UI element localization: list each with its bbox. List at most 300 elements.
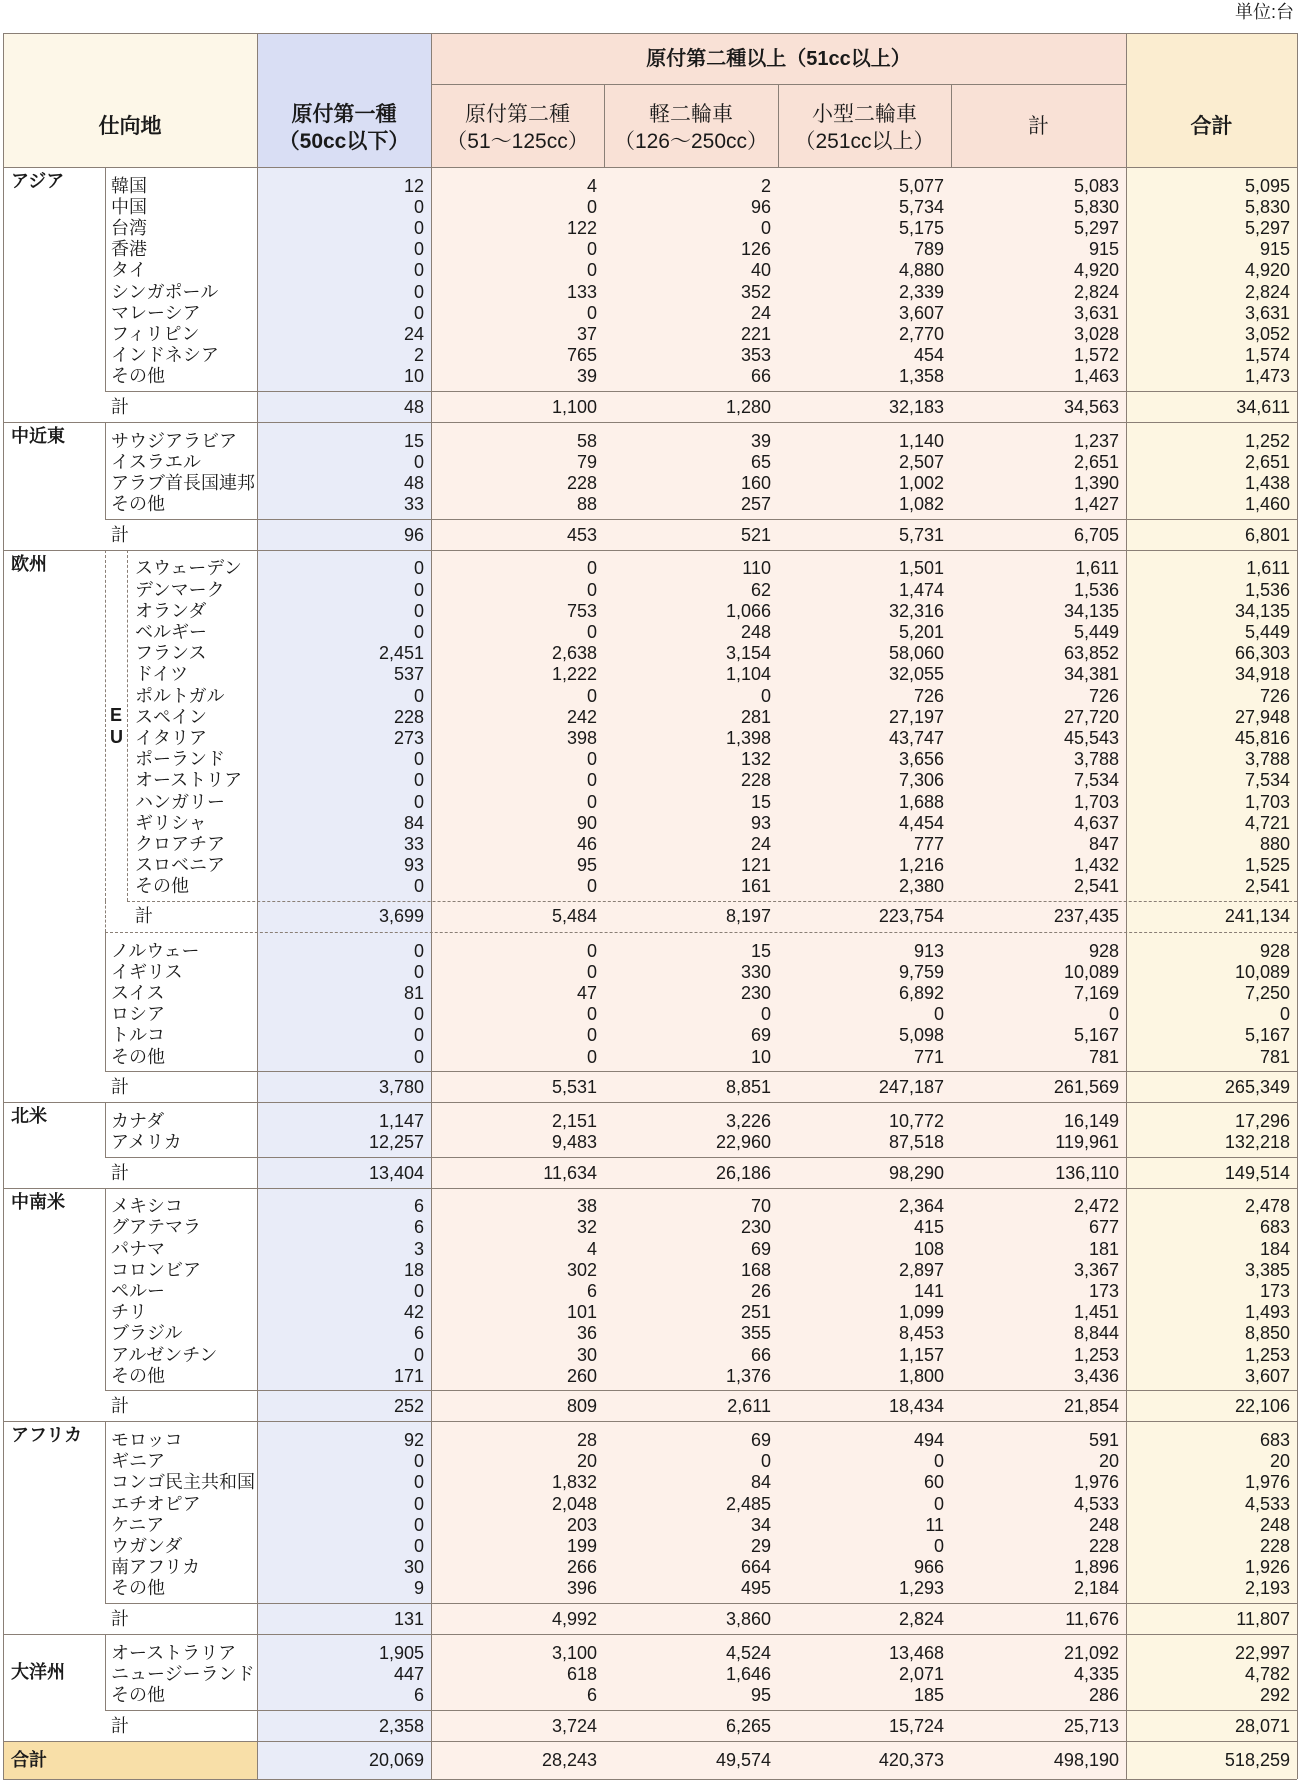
value-cell: 27,948 [1234, 706, 1290, 727]
value-cell: 0 [413, 558, 424, 579]
region-label: アフリカ [11, 1425, 83, 1446]
value-cell: 1,493 [1244, 1302, 1290, 1323]
country-name: アルゼンチン [111, 1344, 218, 1365]
value-cell: 110 [742, 558, 771, 579]
country-name: その他 [111, 494, 165, 515]
value-cell: 1,832 [551, 1472, 597, 1493]
value-cell: 0 [413, 1514, 424, 1535]
subtotal-divider [105, 519, 1297, 520]
value-cell: 6 [586, 1281, 597, 1301]
value-cell: 87,518 [888, 1132, 944, 1152]
country-name: ギリシャ [135, 812, 207, 833]
value-cell: 0 [760, 218, 771, 238]
subtotal-cell: 11,634 [543, 1162, 597, 1183]
value-cell: 1,398 [725, 728, 771, 748]
value-cell: 0 [413, 1536, 424, 1556]
value-cell: 16,149 [1063, 1110, 1119, 1131]
value-cell: 42 [403, 1302, 424, 1323]
value-cell: 0 [586, 260, 597, 281]
country-name: 中国 [111, 196, 147, 217]
value-cell: 133 [566, 281, 597, 302]
value-cell: 0 [586, 196, 597, 217]
value-cell: 1,157 [898, 1344, 944, 1365]
subtotal-cell: 3,780 [378, 1077, 424, 1098]
country-name: その他 [111, 1365, 165, 1386]
value-cell: 0 [586, 749, 597, 770]
country-name: ニュージーランド [111, 1663, 255, 1684]
subtotal-cell: 5,731 [898, 524, 944, 545]
country-col-divider [105, 1102, 106, 1156]
value-cell: 0 [413, 770, 424, 791]
header-destination-bg [3, 33, 257, 167]
table-bottom-border [3, 1779, 1297, 1780]
header-destination: 仕向地 [98, 115, 162, 138]
subtotal-cell: 1,100 [551, 397, 597, 417]
subtotal-divider [105, 1071, 1297, 1072]
col-divider [1126, 33, 1127, 1779]
value-cell: 0 [413, 1451, 424, 1472]
country-name: オランダ [135, 600, 207, 621]
value-cell: 7,306 [898, 770, 944, 791]
subtotal-cell: 261,569 [1053, 1077, 1119, 1098]
value-cell: 39 [576, 366, 597, 387]
value-cell: 753 [566, 600, 597, 621]
value-cell: 2 [413, 345, 424, 366]
value-cell: 4,637 [1073, 812, 1119, 833]
value-cell: 726 [913, 685, 944, 706]
region-label: 欧州 [11, 553, 47, 574]
subtotal-divider [105, 1710, 1297, 1711]
subtotal-cell: 2,611 [727, 1396, 771, 1417]
value-cell: 928 [1259, 940, 1290, 961]
value-cell: 95 [576, 855, 597, 876]
subtotal-cell: 5,531 [551, 1077, 597, 1098]
value-cell: 1,474 [898, 579, 944, 600]
value-cell: 1,646 [725, 1663, 771, 1684]
eu-label: E [110, 705, 123, 726]
country-name: イスラエル [111, 451, 201, 472]
value-cell: 66,303 [1234, 643, 1290, 664]
value-cell: 29 [750, 1536, 771, 1556]
value-cell: 228 [1259, 1536, 1290, 1556]
value-cell: 37 [576, 324, 597, 344]
table-right-border [1297, 33, 1298, 1779]
value-cell: 0 [760, 1004, 771, 1025]
country-name: ハンガリー [135, 791, 225, 812]
value-cell: 0 [413, 1493, 424, 1514]
value-cell: 69 [750, 1238, 771, 1259]
value-cell: 781 [1259, 1046, 1290, 1067]
value-cell: 9 [413, 1578, 424, 1599]
value-cell: 96 [750, 196, 771, 217]
col-divider [431, 33, 432, 1779]
subtotal-cell: 149,514 [1224, 1162, 1290, 1183]
value-cell: 3,028 [1073, 324, 1119, 344]
eu-bracket [105, 550, 106, 901]
country-col-divider [105, 422, 106, 519]
value-cell: 161 [740, 876, 771, 897]
value-cell: 121 [740, 855, 771, 876]
country-col-divider [105, 1421, 106, 1603]
value-cell: 618 [566, 1663, 597, 1684]
value-cell: 0 [413, 1281, 424, 1301]
value-cell: 2,651 [1073, 451, 1119, 472]
value-cell: 5,297 [1244, 218, 1290, 238]
value-cell: 4,920 [1073, 260, 1119, 281]
value-cell: 1,800 [898, 1365, 944, 1386]
value-cell: 90 [576, 812, 597, 833]
value-cell: 2,048 [551, 1493, 597, 1514]
value-cell: 5,083 [1073, 175, 1119, 196]
value-cell: 228 [1088, 1536, 1119, 1556]
value-cell: 1,216 [898, 855, 944, 876]
value-cell: 2,638 [551, 643, 597, 664]
value-cell: 5,095 [1244, 175, 1290, 196]
table-top-border [3, 33, 1297, 34]
header-col1-line2: （50cc以下） [278, 130, 410, 153]
subtotal-cell: 13,404 [368, 1162, 424, 1183]
value-cell: 1,147 [378, 1110, 424, 1131]
country-name: エチオピア [111, 1493, 201, 1514]
grand-total-cell: 420,373 [878, 1749, 944, 1770]
value-cell: 126 [740, 239, 771, 260]
eu-subtotal-cell: 223,754 [878, 906, 944, 926]
value-cell: 683 [1259, 1217, 1290, 1238]
value-cell: 0 [413, 622, 424, 642]
country-name: マレーシア [111, 302, 201, 323]
eu-subtotal-divider [105, 932, 1297, 933]
value-cell: 88 [576, 494, 597, 515]
value-cell: 0 [413, 239, 424, 260]
header-bottom-border [3, 167, 1297, 168]
value-cell: 24 [750, 834, 771, 854]
value-cell: 0 [413, 749, 424, 770]
value-cell: 6 [413, 1323, 424, 1344]
value-cell: 495 [740, 1578, 771, 1599]
value-cell: 1,896 [1073, 1557, 1119, 1578]
value-cell: 45,543 [1063, 728, 1119, 748]
value-cell: 47 [576, 983, 597, 1003]
value-cell: 20 [576, 1451, 597, 1472]
country-col-divider [105, 167, 106, 391]
value-cell: 3,607 [1244, 1365, 1290, 1386]
subtotal-cell: 6,705 [1073, 524, 1119, 545]
value-cell: 34,918 [1234, 664, 1290, 685]
subtotal-label: 計 [111, 524, 129, 545]
value-cell: 1,501 [898, 558, 944, 579]
value-cell: 185 [913, 1685, 944, 1705]
value-cell: 5,449 [1244, 622, 1290, 642]
value-cell: 1,438 [1244, 473, 1290, 493]
country-name: フランス [135, 643, 207, 664]
value-cell: 6,892 [898, 983, 944, 1003]
country-name: ポーランド [135, 749, 225, 770]
value-cell: 5,077 [898, 175, 944, 196]
value-cell: 494 [913, 1430, 944, 1450]
value-cell: 0 [413, 451, 424, 472]
value-cell: 0 [586, 1046, 597, 1067]
col-divider [257, 33, 258, 1779]
value-cell: 20 [1269, 1451, 1290, 1472]
value-cell: 32,055 [888, 664, 944, 685]
value-cell: 7,534 [1073, 770, 1119, 791]
country-name: パナマ [111, 1238, 165, 1259]
country-name: クロアチア [135, 834, 225, 854]
subtotal-cell: 3,860 [725, 1609, 771, 1629]
header-col6: 合計 [1190, 115, 1233, 138]
country-name: イタリア [135, 728, 207, 748]
value-cell: 108 [913, 1238, 944, 1259]
country-name: ドイツ [135, 664, 189, 685]
subtotal-cell: 131 [393, 1609, 424, 1629]
value-cell: 1,066 [725, 600, 771, 621]
country-name: サウジアラビア [111, 430, 237, 451]
value-cell: 34,135 [1234, 600, 1290, 621]
value-cell: 132,218 [1224, 1132, 1290, 1152]
value-cell: 8,850 [1244, 1323, 1290, 1344]
value-cell: 3,367 [1073, 1259, 1119, 1280]
value-cell: 79 [576, 451, 597, 472]
value-cell: 12,257 [368, 1132, 424, 1152]
subtotal-cell: 3,724 [551, 1715, 597, 1736]
value-cell: 6 [413, 1217, 424, 1238]
value-cell: 966 [913, 1557, 944, 1578]
subtotal-divider [105, 1603, 1297, 1604]
value-cell: 221 [740, 324, 771, 344]
value-cell: 5,449 [1073, 622, 1119, 642]
subtotal-cell: 98,290 [888, 1162, 944, 1183]
value-cell: 6 [413, 1196, 424, 1217]
value-cell: 66 [750, 1344, 771, 1365]
value-cell: 1,082 [898, 494, 944, 515]
value-cell: 62 [750, 579, 771, 600]
value-cell: 1,611 [1075, 558, 1119, 579]
value-cell: 2,478 [1244, 1196, 1290, 1217]
value-cell: 228 [740, 770, 771, 791]
value-cell: 0 [586, 239, 597, 260]
value-cell: 0 [413, 218, 424, 238]
value-cell: 1,222 [551, 664, 597, 685]
value-cell: 0 [586, 791, 597, 812]
value-cell: 266 [566, 1557, 597, 1578]
value-cell: 913 [913, 940, 944, 961]
value-cell: 203 [566, 1514, 597, 1535]
value-cell: 27,720 [1063, 706, 1119, 727]
value-cell: 5,830 [1244, 196, 1290, 217]
country-name: アラブ首長国連邦 [111, 473, 255, 493]
value-cell: 30 [576, 1344, 597, 1365]
value-cell: 10,089 [1063, 961, 1119, 982]
value-cell: 39 [750, 430, 771, 451]
value-cell: 70 [750, 1196, 771, 1217]
value-cell: 2,770 [898, 324, 944, 344]
country-name: カナダ [111, 1110, 165, 1131]
country-name: インドネシア [111, 345, 219, 366]
country-col-divider [105, 932, 106, 1071]
value-cell: 228 [566, 473, 597, 493]
value-cell: 69 [750, 1430, 771, 1450]
value-cell: 3,788 [1244, 749, 1290, 770]
value-cell: 0 [413, 196, 424, 217]
value-cell: 6 [586, 1685, 597, 1705]
value-cell: 352 [740, 281, 771, 302]
value-cell: 0 [586, 1004, 597, 1025]
value-cell: 3 [413, 1238, 424, 1259]
subtotal-cell: 11,807 [1236, 1609, 1290, 1629]
value-cell: 0 [586, 622, 597, 642]
value-cell: 43,747 [888, 728, 944, 748]
subtotal-cell: 28,071 [1234, 1715, 1290, 1736]
value-cell: 199 [566, 1536, 597, 1556]
value-cell: 1,574 [1244, 345, 1290, 366]
country-name: トルコ [111, 1025, 165, 1046]
value-cell: 2,184 [1073, 1578, 1119, 1599]
country-col-divider [105, 1634, 106, 1710]
region-label: 中近東 [11, 426, 65, 446]
subtotal-cell: 26,186 [715, 1162, 771, 1183]
region-divider [3, 1188, 1297, 1189]
value-cell: 122 [566, 218, 597, 238]
value-cell: 1,104 [725, 664, 771, 685]
value-cell: 242 [566, 706, 597, 727]
subtotal-cell: 6,265 [725, 1715, 771, 1736]
value-cell: 1,460 [1244, 494, 1290, 515]
value-cell: 2,541 [1073, 876, 1119, 897]
subtotal-cell: 265,349 [1224, 1077, 1290, 1098]
region-divider [3, 1102, 1297, 1103]
value-cell: 8,453 [898, 1323, 944, 1344]
value-cell: 726 [1259, 685, 1290, 706]
value-cell: 7,250 [1244, 983, 1290, 1003]
country-name: その他 [111, 1578, 165, 1599]
country-name: デンマーク [135, 579, 225, 600]
subtotal-cell: 21,854 [1063, 1396, 1119, 1417]
value-cell: 2,451 [378, 643, 424, 664]
value-cell: 789 [913, 239, 944, 260]
value-cell: 2,507 [898, 451, 944, 472]
value-cell: 48 [403, 473, 424, 493]
value-cell: 7,169 [1073, 983, 1119, 1003]
value-cell: 184 [1259, 1238, 1290, 1259]
value-cell: 928 [1088, 940, 1119, 961]
eu-subtotal-divider [127, 901, 1297, 902]
value-cell: 664 [740, 1557, 771, 1578]
value-cell: 726 [1088, 685, 1119, 706]
value-cell: 0 [586, 558, 597, 579]
value-cell: 0 [413, 685, 424, 706]
grand-total-cell: 518,259 [1224, 1749, 1290, 1770]
value-cell: 32 [576, 1217, 597, 1238]
value-cell: 5,175 [898, 218, 944, 238]
value-cell: 257 [740, 494, 771, 515]
value-cell: 0 [933, 1536, 944, 1556]
eu-subtotal-cell: 241,134 [1224, 906, 1290, 926]
value-cell: 915 [1259, 239, 1290, 260]
value-cell: 93 [750, 812, 771, 833]
header-col3-line2: （126～250cc） [613, 130, 769, 153]
value-cell: 45,816 [1234, 728, 1290, 748]
value-cell: 46 [576, 834, 597, 854]
region-divider [3, 1421, 1297, 1422]
subtotal-cell: 809 [566, 1396, 597, 1417]
subtotal-cell: 25,713 [1063, 1715, 1119, 1736]
value-cell: 27,197 [888, 706, 944, 727]
country-name: スウェーデン [135, 558, 242, 579]
value-cell: 683 [1259, 1430, 1290, 1450]
value-cell: 1,376 [725, 1365, 771, 1386]
country-name: ウガンダ [111, 1536, 183, 1556]
value-cell: 7,534 [1244, 770, 1290, 791]
value-cell: 591 [1088, 1430, 1119, 1450]
value-cell: 36 [576, 1323, 597, 1344]
value-cell: 1,099 [898, 1302, 944, 1323]
value-cell: 3,631 [1073, 302, 1119, 323]
value-cell: 1,976 [1244, 1472, 1290, 1493]
value-cell: 1,525 [1244, 855, 1290, 876]
value-cell: 260 [566, 1365, 597, 1386]
subtotal-cell: 15,724 [888, 1715, 944, 1736]
value-cell: 40 [750, 260, 771, 281]
value-cell: 20 [1098, 1451, 1119, 1472]
region-divider [3, 422, 1297, 423]
value-cell: 880 [1259, 834, 1290, 854]
value-cell: 5,098 [898, 1025, 944, 1046]
country-col-divider [105, 1188, 106, 1391]
value-cell: 2,364 [898, 1196, 944, 1217]
country-name: ロシア [111, 1004, 165, 1025]
value-cell: 38 [576, 1196, 597, 1217]
value-cell: 4 [586, 175, 597, 196]
subtotal-cell: 96 [403, 524, 424, 545]
value-cell: 1,905 [378, 1642, 424, 1663]
value-cell: 398 [566, 728, 597, 748]
value-cell: 2,380 [898, 876, 944, 897]
value-cell: 2,472 [1073, 1196, 1119, 1217]
value-cell: 4,782 [1244, 1663, 1290, 1684]
value-cell: 3,226 [725, 1110, 771, 1131]
value-cell: 0 [413, 1025, 424, 1046]
region-divider [3, 1634, 1297, 1635]
value-cell: 1,926 [1244, 1557, 1290, 1578]
country-name: アメリカ [111, 1132, 182, 1152]
value-cell: 5,167 [1073, 1025, 1119, 1046]
value-cell: 17,296 [1234, 1110, 1290, 1131]
value-cell: 1,140 [898, 430, 944, 451]
value-cell: 1,703 [1244, 791, 1290, 812]
value-cell: 1,002 [898, 473, 944, 493]
value-cell: 5,297 [1073, 218, 1119, 238]
value-cell: 781 [1088, 1046, 1119, 1067]
value-cell: 0 [586, 940, 597, 961]
value-cell: 777 [913, 834, 944, 854]
country-name: ペルー [111, 1281, 165, 1301]
country-name: その他 [111, 366, 165, 387]
value-cell: 10,772 [888, 1110, 944, 1131]
value-cell: 15 [750, 940, 771, 961]
subtotal-label: 計 [111, 1077, 129, 1098]
subtotal-cell: 2,824 [898, 1609, 944, 1629]
value-cell: 34,135 [1063, 600, 1119, 621]
value-cell: 771 [913, 1046, 944, 1067]
country-name: メキシコ [111, 1196, 183, 1217]
value-cell: 2,897 [898, 1259, 944, 1280]
value-cell: 1,237 [1073, 430, 1119, 451]
value-cell: 26 [750, 1281, 771, 1301]
value-cell: 95 [750, 1685, 771, 1705]
country-name: シンガポール [111, 281, 219, 302]
country-name: チリ [111, 1302, 147, 1323]
value-cell: 173 [1088, 1281, 1119, 1301]
